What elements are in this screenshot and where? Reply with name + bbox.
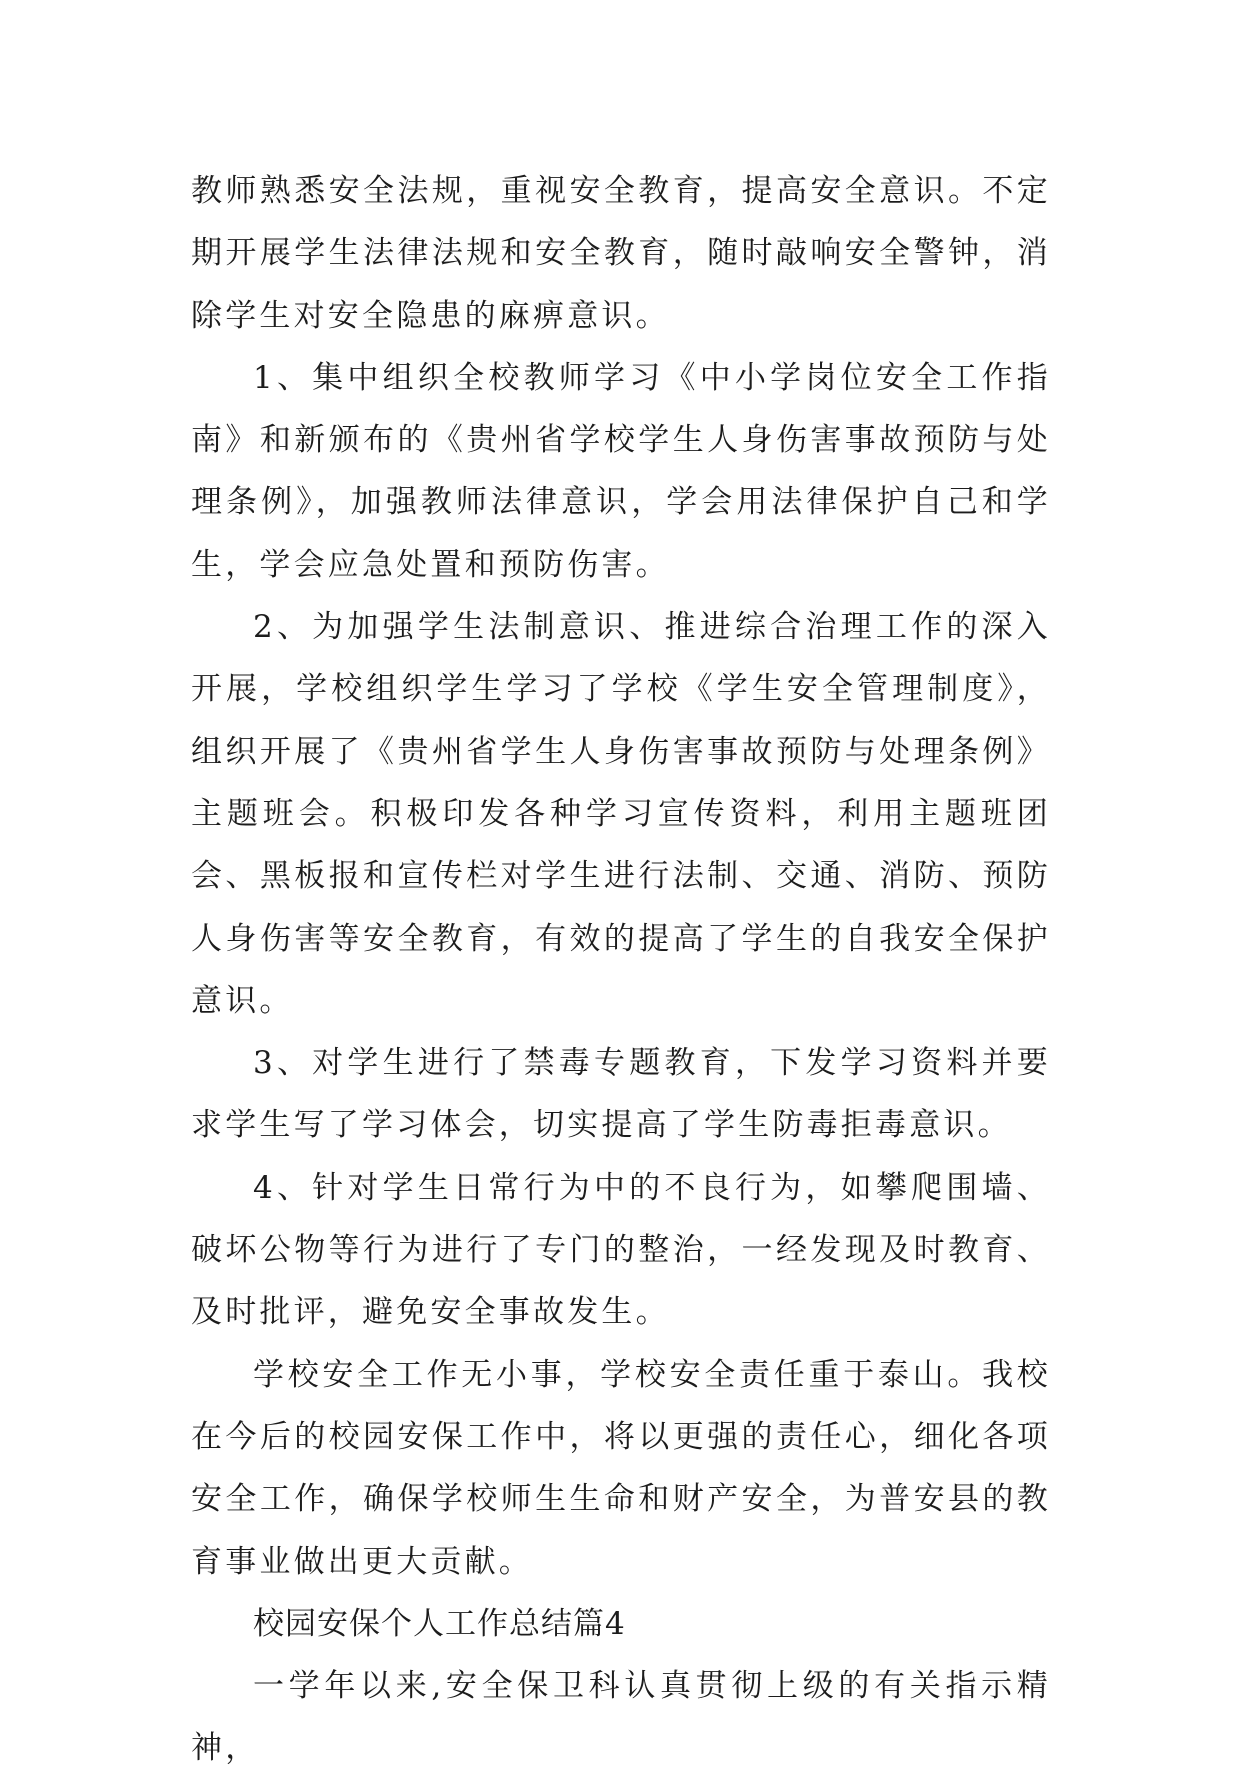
paragraph-item-4: 4、针对学生日常行为中的不良行为，如攀爬围墙、破坏公物等行为进行了专门的整治，一经发现及时教育、及时批评，避免安全事故发生。 (191, 1169, 1051, 1331)
document-body (191, 160, 1051, 1780)
section-heading: 校园安保个人工作总结篇4 (253, 1605, 626, 1642)
paragraph-next-section: 一学年以来,安全保卫科认真贯彻上级的有关指示精神， (191, 1668, 1051, 1767)
paragraph-item-2: 2、为加强学生法制意识、推进综合治理工作的深入开展，学校组织学生学习了学校《学生安全管理制度》，组织开展了《贵州省学生人身伤害事故预防与处理条例》主题班会。积极印发各种学习宣传资料，利用主题班团会、黑板报和宣传栏对学生进行法制、交通、消防、预防人身伤害等安全教育，有效的提高了学生的自我安全保护意识。 (191, 609, 1051, 1019)
paragraph-continuation: 教师熟悉安全法规，重视安全教育，提高安全意识。不定期开展学生法律法规和安全教育，随时敲响安全警钟，消除学生对安全隐患的麻痹意识。 (191, 173, 1051, 334)
paragraph-conclusion: 学校安全工作无小事，学校安全责任重于泰山。我校在今后的校园安保工作中，将以更强的责任心，细化各项安全工作，确保学校师生生命和财产安全，为普安县的教育事业做出更大贡献。 (191, 1356, 1051, 1580)
paragraph-item-3: 3、对学生进行了禁毒专题教育，下发学习资料并要求学生写了学习体会，切实提高了学生防毒拒毒意识。 (191, 1045, 1051, 1144)
paragraph-item-1: 1、集中组织全校教师学习《中小学岗位安全工作指南》和新颁布的《贵州省学校学生人身伤害事故预防与处理条例》，加强教师法律意识，学会用法律保护自己和学生，学会应急处置和预防伤害。 (191, 359, 1051, 583)
